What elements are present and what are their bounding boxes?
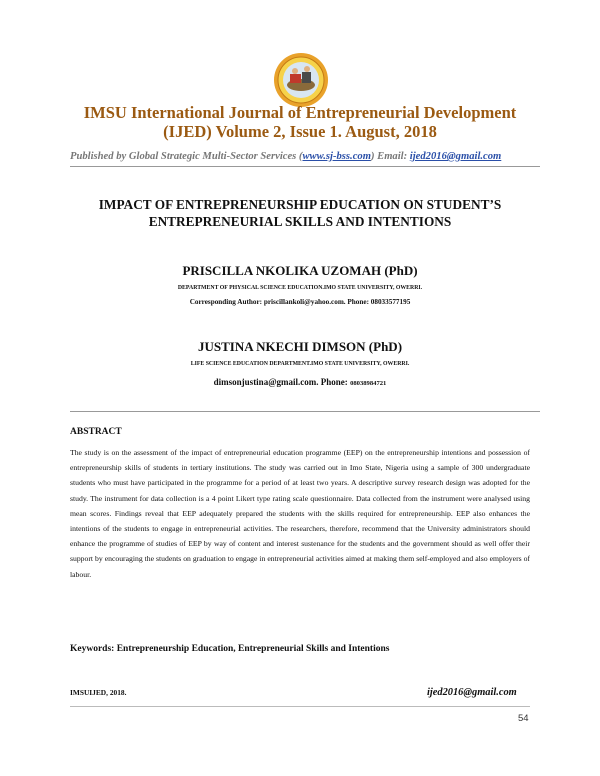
author-1-contact: Corresponding Author: priscillankoli@yahoo.com. Phone: 08033577195	[189, 298, 411, 306]
publisher-line	[70, 151, 540, 162]
author-2-phone: 08038984721	[350, 380, 387, 387]
abstract-heading: ABSTRACT	[70, 427, 122, 437]
publisher-email-label: ) Email:	[370, 151, 410, 162]
author-2-department: LIFE SCIENCE EDUCATION DEPARTMENT.IMO STATE UNIVERSITY, OWERRI.	[190, 361, 410, 367]
author-2-contact	[50, 377, 550, 387]
keywords: Keywords: Entrepreneurship Education, Entrepreneurial Skills and Intentions	[70, 644, 390, 654]
publisher-text: Published by Global Strategic Multi-Sector Services (	[70, 151, 303, 162]
page-number: 54	[518, 713, 529, 724]
footer-divider	[70, 706, 530, 707]
header-divider	[70, 166, 540, 167]
paper-title	[50, 196, 550, 230]
journal-title-line2: (IJED) Volume 2, Issue 1. August, 2018	[163, 122, 437, 141]
paper-title-line1: IMPACT OF ENTREPRENEURSHIP EDUCATION ON STUDENT’S	[98, 197, 502, 212]
footer-citation: IMSUIJED, 2018.	[70, 688, 127, 697]
abstract-divider	[70, 411, 540, 412]
footer-email: ijed2016@gmail.com	[427, 687, 517, 698]
journal-title	[40, 103, 560, 141]
author-1-name: PRISCILLA NKOLIKA UZOMAH (PhD)	[182, 263, 418, 278]
paper-title-line2: ENTREPRENEURIAL SKILLS AND INTENTIONS	[148, 214, 452, 229]
publisher-email-link[interactable]: ijed2016@gmail.com	[409, 151, 502, 162]
author-2-name: JUSTINA NKECHI DIMSON (PhD)	[197, 339, 403, 354]
publisher-url-link[interactable]: www.sj-bss.com	[302, 151, 371, 162]
abstract-body: The study is on the assessment of the impact of entrepreneurial education programme (EEP) on the entrepreneurship intentions and possession of entrepreneurship skills of students in tertiary institutions. The study was carried out in Imo State, Nigeria using a sample of 300 undergraduate students who must have participated in the programme for a period of at least two years. A descriptive survey research design was adopted for the study. The instrument for data collection is a 4 point Likert type rating scale questionnaire. Data collected from the instrument were analysed using mean scores. Findings reveal that EEP adequately prepared the students with the skills required for entrepreneurship. EEP also enhances the intentions of the students to engage in entrepreneurial activities. The researchers, therefore, recommend that the University administrators should enhance the programme of studies of EEP by way of content and interest sustenance for the students and the government should as well offer their support by encouraging the students on graduation to engage in entrepreneurial activities aimed at making them self-employed and also employers of labour.	[70, 448, 530, 579]
author-1-department: DEPARTMENT OF PHYSICAL SCIENCE EDUCATION.IMO STATE UNIVERSITY, OWERRI.	[177, 285, 423, 291]
journal-logo	[273, 52, 329, 108]
journal-title-line1: IMSU International Journal of Entrepreneurial Development	[83, 103, 517, 122]
author-2-email: dimsonjustina@gmail.com. Phone:	[213, 377, 351, 387]
